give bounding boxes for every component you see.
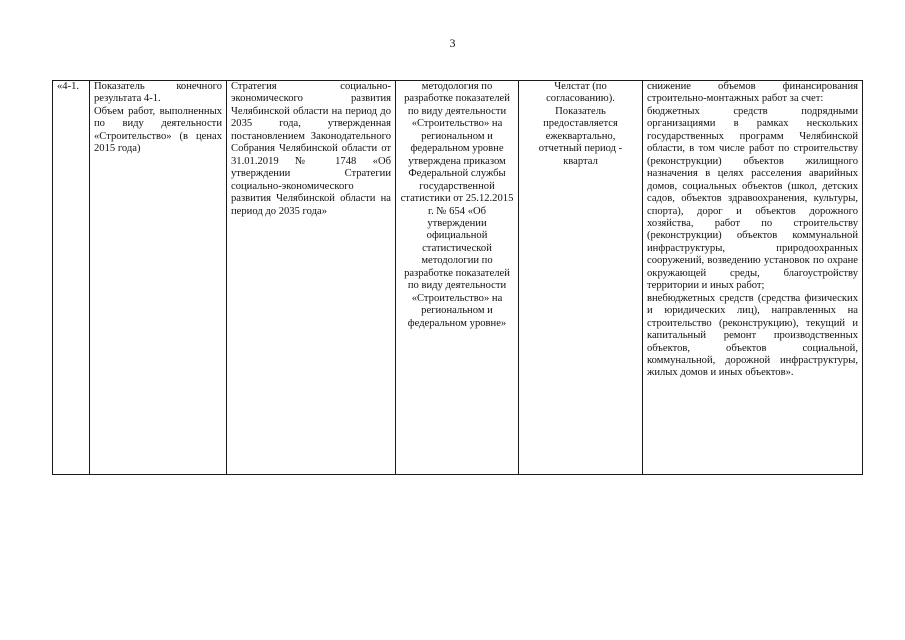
source-periodicity: Показатель предоставляется ежеквартально, отчетный период - квартал xyxy=(538,105,623,167)
indicator-cell xyxy=(90,81,227,475)
source-agency: Челстат (по согласованию). xyxy=(546,81,615,105)
source-cell xyxy=(519,81,643,475)
notes-intro: снижение объемов финансирования строительно-монтажных работ за счет: xyxy=(647,81,858,105)
page-number: 3 xyxy=(449,36,456,50)
table-row xyxy=(53,81,863,475)
data-table xyxy=(52,80,863,475)
notes-budget: бюджетных средств подрядными организациями в рамках нескольких государственных программ Челябинской области, в том числе работ по строительству (реконструкции) объектов жилищного назначения в целях расселения аварийных домов, социальных объектов (школ, детских садов, объектов здравоохранения, культуры, спорта), дорог и объектов дорожного хозяйства, работ по строительству (реконструкции) объектов коммунальной инфраструктуры, природоохранных сооружений, возведению установок по охране окружающей среды, благоустройству территории и иных работ; xyxy=(647,105,858,292)
notes-cell xyxy=(643,81,863,475)
strategy-cell: Стратегия социально-экономического развития Челябинской области на период до 2035 года, утвержденная постановлением Законодательного Собрания Челябинской области от 31.01.2019 № 1748 «Об утверждении Стратегии социально-экономического развития Челябинской области на период до 2035 года» xyxy=(227,81,396,475)
methodology-cell: методология по разработке показателей по виду деятельности «Строительство» на региональном и федеральном уровне утверждена приказом Федеральной службы государственной статистики от 25.12.2015 г. № 654 «Об утверждении официальной статистической методологии по разработке показателей по виду деятельности «Строительство» на региональном и федеральном уровне» xyxy=(396,81,519,475)
notes-extrabudget: внебюджетных средств (средства физических и юридических лиц), направленных на строительство (реконструкцию), текущий и капитальный ремонт производственных объектов, объектов социальной, коммунальной, дорожной инфраструктуры, жилых домов и иных объектов». xyxy=(647,292,858,379)
indicator-title: Показатель конечного результата 4-1. xyxy=(94,81,222,105)
row-number-cell: «4-1. xyxy=(53,81,90,475)
indicator-description: Объем работ, выполненных по виду деятельности «Строительство» (в ценах 2015 года) xyxy=(94,105,222,155)
